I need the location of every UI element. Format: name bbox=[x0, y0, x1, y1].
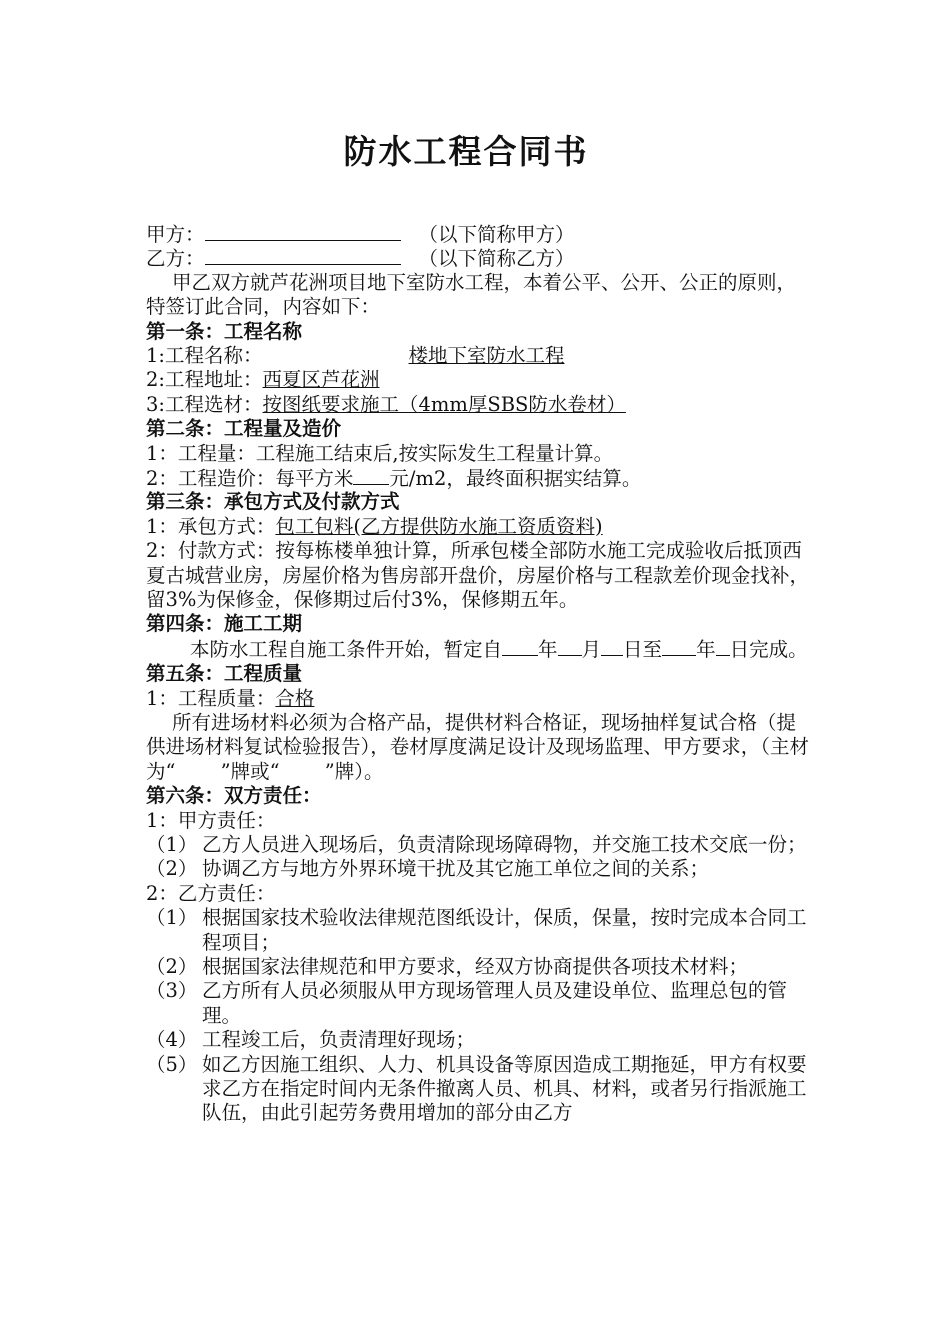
list-item-text: 协调乙方与地方外界环境干扰及其它施工单位之间的关系； bbox=[202, 857, 710, 881]
party-a-note: （以下简称甲方） bbox=[418, 223, 575, 246]
price-line bbox=[146, 466, 811, 490]
article-2-heading: 第二条：工程量及造价 bbox=[146, 417, 342, 441]
end-day-blank bbox=[716, 637, 730, 656]
project-material-line bbox=[146, 393, 811, 417]
price-blank bbox=[353, 466, 389, 485]
start-month-blank bbox=[558, 637, 582, 656]
article-3-heading: 第三条：承包方式及付款方式 bbox=[146, 490, 400, 514]
list-item-text: 根据国家法律规范和甲方要求，经双方协商提供各项技术材料； bbox=[202, 954, 749, 978]
party-a-duties-heading: 1：甲方责任： bbox=[146, 808, 276, 832]
article-4-heading: 第四条：施工工期 bbox=[146, 612, 303, 636]
project-address-text: 西夏区芦花洲 bbox=[262, 368, 380, 392]
start-day-blank bbox=[601, 637, 623, 656]
project-address-value bbox=[262, 368, 579, 391]
quality-line bbox=[146, 687, 811, 711]
start-year-blank bbox=[502, 637, 538, 656]
list-item bbox=[146, 979, 811, 1028]
party-b-note: （以下简称乙方） bbox=[418, 247, 575, 271]
list-item-text: 如乙方因施工组织、人力、机具设备等原因造成工期拖延，甲方有权要求乙方在指定时间内无条件撤离人员、机具、材料，或者另行指派施工队伍，由此引起劳务费用增加的部分由乙方 bbox=[202, 1052, 807, 1125]
end-year-label: 年 bbox=[696, 637, 716, 661]
list-item-number: （5） bbox=[146, 1052, 198, 1076]
list-item-number: （3） bbox=[146, 979, 198, 1003]
project-address-label: 2:工程地址： bbox=[146, 368, 263, 392]
list-item bbox=[146, 955, 811, 979]
list-item-number: （2） bbox=[146, 954, 198, 978]
list-item-text: 乙方人员进入现场后，负责清除现场障碍物，并交施工技术交底一份； bbox=[202, 832, 807, 856]
contract-mode-label: 1：承包方式： bbox=[146, 514, 276, 538]
list-item bbox=[146, 857, 811, 881]
schedule-paragraph bbox=[146, 637, 811, 662]
schedule-text: 本防水工程自施工条件开始，暂定自 bbox=[190, 637, 503, 661]
project-name-label: 1:工程名称： bbox=[146, 343, 263, 367]
party-a-line bbox=[146, 222, 811, 246]
contract-mode-line bbox=[146, 515, 811, 539]
end-label: 日完成。 bbox=[729, 637, 808, 661]
quality-value: 合格 bbox=[275, 686, 315, 710]
payment-paragraph: 2：付款方式：按每栋楼单独计算，所承包楼全部防水施工完成验收后抵顶西夏古城营业房，房屋价格为售房部开盘价，房屋价格与工程款差价现金找补，留3%为保修金，保修期过后付3%，保修期五年。 bbox=[146, 539, 810, 611]
project-material-text: 按图纸要求施工（4mm厚SBS防水卷材） bbox=[262, 392, 626, 416]
list-item-text: 乙方所有人员必须服从甲方现场管理人员及建设单位、监理总包的管理。 bbox=[202, 979, 788, 1027]
project-address-line bbox=[146, 368, 811, 392]
list-item-number: （1） bbox=[146, 832, 198, 856]
party-b-blank bbox=[205, 246, 401, 265]
list-item bbox=[146, 833, 811, 857]
end-year-blank bbox=[662, 637, 696, 656]
list-item-number: （4） bbox=[146, 1028, 198, 1052]
list-item bbox=[146, 1053, 811, 1126]
list-item-text: 工程竣工后，负责清理好现场； bbox=[202, 1028, 476, 1052]
list-item bbox=[146, 1028, 811, 1052]
party-b-duties-heading: 2：乙方责任： bbox=[146, 881, 276, 905]
project-name-value bbox=[262, 344, 592, 367]
month-label: 月 bbox=[581, 637, 602, 661]
document-title: 防水工程合同书 bbox=[343, 132, 589, 171]
party-a-label: 甲方： bbox=[146, 223, 205, 246]
list-item bbox=[146, 906, 811, 955]
quality-label: 1：工程质量： bbox=[146, 686, 276, 710]
intro-paragraph: 甲乙双方就芦花洲项目地下室防水工程，本着公平、公开、公正的原则，特签订此合同，内容如下： bbox=[146, 270, 797, 319]
list-item-number: （1） bbox=[146, 906, 198, 930]
article-1-heading: 第一条：工程名称 bbox=[146, 319, 303, 343]
project-material-value bbox=[262, 393, 631, 416]
contract-mode-text: 包工包料(乙方提供防水施工资质资料) bbox=[275, 514, 603, 538]
price-unit: 元/m2，最终面积据实结算。 bbox=[389, 466, 642, 490]
party-b-line bbox=[146, 246, 811, 270]
party-a-blank bbox=[205, 222, 401, 241]
project-name-line bbox=[146, 344, 811, 368]
list-item-text: 根据国家技术验收法律规范图纸设计，保质，保量，按时完成本合同工程项目； bbox=[202, 906, 807, 954]
materials-paragraph: 所有进场材料必须为合格产品，提供材料合格证，现场抽样复试合格（提供进场材料复试检验报告），卷材厚度满足设计及现场监理、甲方要求，（主材为“ ”牌或“ ”牌）。 bbox=[146, 710, 810, 783]
year-label: 年 bbox=[538, 637, 558, 661]
document-body bbox=[146, 222, 811, 1126]
price-label: 2：工程造价：每平方米 bbox=[146, 466, 354, 490]
list-item-number: （2） bbox=[146, 857, 198, 881]
quantity-line: 1：工程量：工程施工结束后,按实际发生工程量计算。 bbox=[146, 441, 614, 465]
project-material-label: 3:工程选材： bbox=[146, 392, 263, 416]
contract-mode-value bbox=[275, 515, 636, 538]
party-b-label: 乙方： bbox=[146, 247, 205, 271]
day-to-label: 日至 bbox=[623, 637, 663, 661]
project-name-text: 楼地下室防水工程 bbox=[408, 343, 565, 367]
article-6-heading: 第六条：双方责任： bbox=[146, 784, 322, 808]
article-5-heading: 第五条：工程质量 bbox=[146, 662, 303, 686]
